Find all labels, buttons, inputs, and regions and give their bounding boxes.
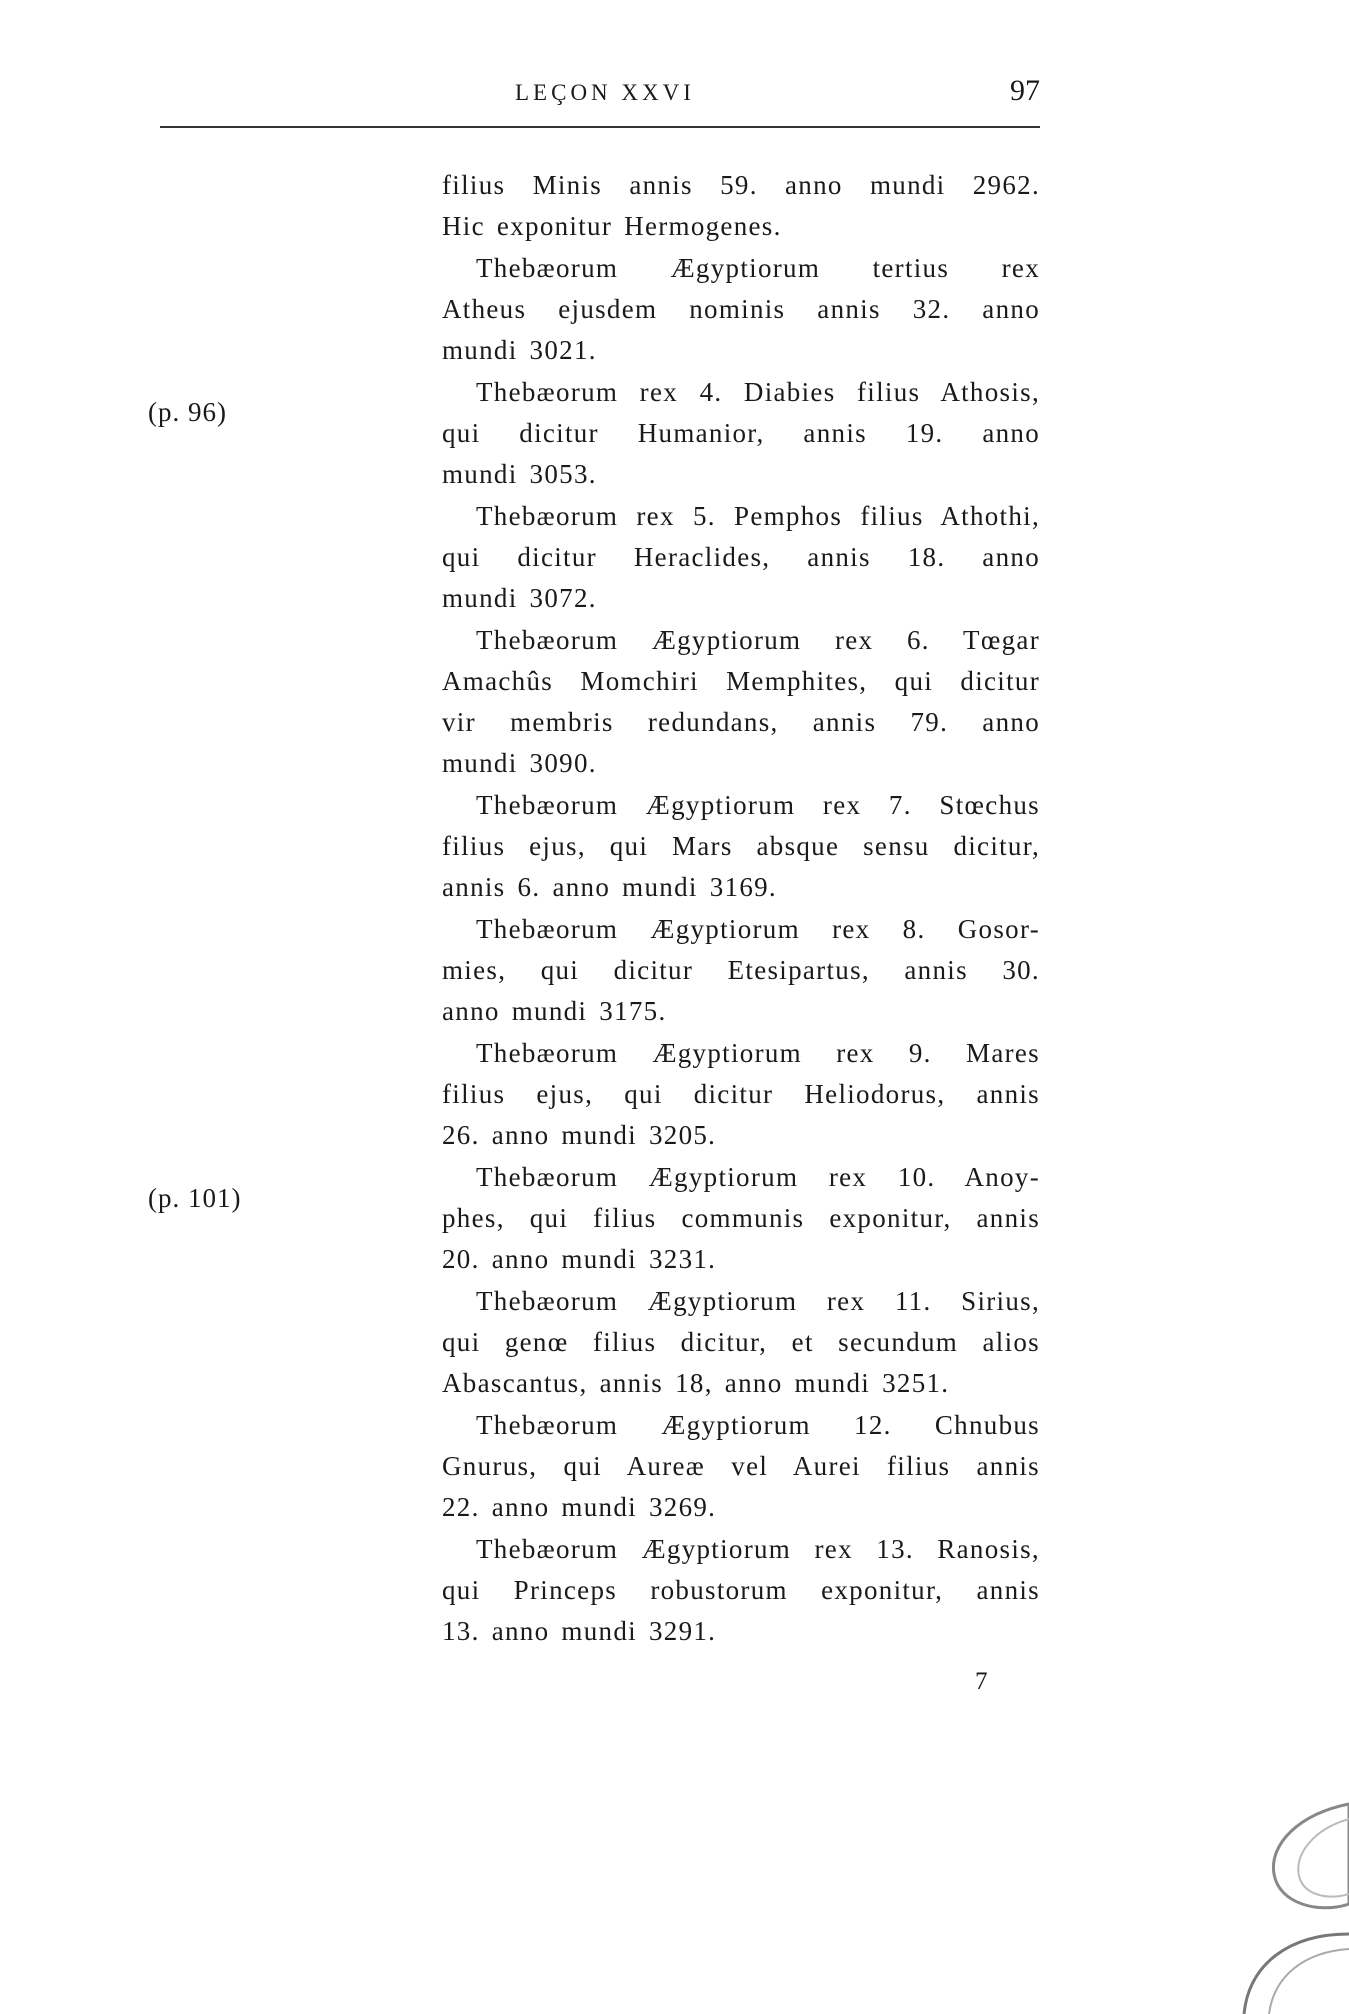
text-line: filius Minis annis 59. anno mundi 2962.: [442, 170, 1040, 200]
paragraph: [442, 372, 1040, 495]
text-line: filius ejus, qui dicitur Heliodorus, annis: [442, 1079, 1040, 1109]
page-number: 97: [1010, 74, 1040, 107]
text-line: annis 6. anno mundi 3169.: [442, 872, 777, 902]
text-line: anno mundi 3175.: [442, 996, 667, 1026]
header-rule: [160, 126, 1040, 128]
text-line: phes, qui filius communis exponitur, annis: [442, 1203, 1040, 1233]
text-line: Thebæorum Ægyptiorum tertius rex: [476, 253, 1040, 283]
text-line: Thebæorum Ægyptiorum rex 10. Anoy-: [476, 1162, 1040, 1192]
text-line: Thebæorum rex 4. Diabies filius Athosis,: [476, 377, 1040, 407]
paragraph: [442, 909, 1040, 1032]
text-line: mies, qui dicitur Etesipartus, annis 30.: [442, 955, 1040, 985]
text-line: qui genœ filius dicitur, et secundum alios: [442, 1327, 1040, 1357]
text-line: Thebæorum Ægyptiorum rex 9. Mares: [476, 1038, 1040, 1068]
margin-note: (p. 101): [148, 1183, 242, 1213]
paragraph: [442, 1405, 1040, 1528]
text-line: Gnurus, qui Aureæ vel Aurei filius annis: [442, 1451, 1040, 1481]
running-title: LEÇON XXVI: [515, 80, 695, 105]
text-line: mundi 3072.: [442, 583, 597, 613]
text-line: vir membris redundans, annis 79. anno: [442, 707, 1040, 737]
text-line: Thebæorum rex 5. Pemphos filius Athothi,: [476, 501, 1040, 531]
text-line: Thebæorum Ægyptiorum 12. Chnubus: [476, 1410, 1040, 1440]
paragraph: [442, 1281, 1040, 1404]
text-line: qui dicitur Humanior, annis 19. anno: [442, 418, 1040, 448]
paragraph: [442, 248, 1040, 371]
body-text: [442, 165, 1040, 1653]
text-line: Thebæorum Ægyptiorum rex 6. Tœgar: [476, 625, 1040, 655]
text-line: Thebæorum Ægyptiorum rex 11. Sirius,: [476, 1286, 1040, 1316]
text-line: mundi 3053.: [442, 459, 597, 489]
paragraph: [442, 620, 1040, 784]
text-line: Hic exponitur Hermogenes.: [442, 211, 782, 241]
text-line: Thebæorum Ægyptiorum rex 7. Stœchus: [476, 790, 1040, 820]
text-line: Thebæorum Ægyptiorum rex 13. Ranosis,: [476, 1534, 1040, 1564]
paragraph: [442, 1529, 1040, 1652]
text-line: qui Princeps robustorum exponitur, annis: [442, 1575, 1040, 1605]
text-line: Abascantus, annis 18, anno mundi 3251.: [442, 1368, 950, 1398]
text-line: Atheus ejusdem nominis annis 32. anno: [442, 294, 1040, 324]
paragraph: [442, 165, 1040, 247]
text-line: qui dicitur Heraclides, annis 18. anno: [442, 542, 1040, 572]
text-line: 20. anno mundi 3231.: [442, 1244, 717, 1274]
text-line: mundi 3090.: [442, 748, 597, 778]
text-line: 26. anno mundi 3205.: [442, 1120, 717, 1150]
page-corner-stain: [1149, 1784, 1349, 2014]
text-line: Thebæorum Ægyptiorum rex 8. Gosor-: [476, 914, 1040, 944]
margin-note: (p. 96): [148, 397, 227, 427]
text-line: 13. anno mundi 3291.: [442, 1616, 717, 1646]
signature-mark: 7: [975, 1668, 988, 1695]
text-line: mundi 3021.: [442, 335, 597, 365]
paragraph: [442, 1033, 1040, 1156]
paragraph: [442, 785, 1040, 908]
text-line: filius ejus, qui Mars absque sensu dicitur,: [442, 831, 1040, 861]
text-line: Amachûs Momchiri Memphites, qui dicitur: [442, 666, 1040, 696]
page-header: [160, 74, 1040, 114]
text-line: 22. anno mundi 3269.: [442, 1492, 717, 1522]
paragraph: [442, 1157, 1040, 1280]
paragraph: [442, 496, 1040, 619]
